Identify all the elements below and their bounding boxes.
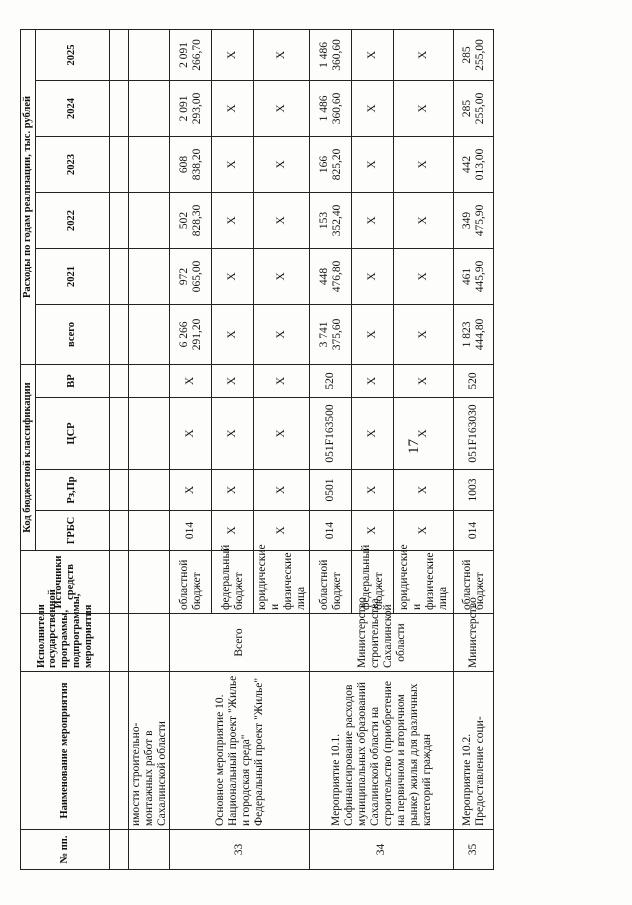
cell-csr: Х xyxy=(212,398,254,470)
cell-total: Х xyxy=(254,304,310,364)
header-sources: Источники средств xyxy=(21,551,110,614)
cell-2023: Х xyxy=(352,136,394,192)
header-grbs: ГРБС xyxy=(35,511,109,551)
header-vr: ВР xyxy=(35,364,109,397)
cell-2024: 1 486 360,60 xyxy=(310,80,352,136)
row-name: Основное мероприятие 10. Национальный проект "Жилье и городская среда" Федеральный проект "Жилье" xyxy=(170,672,310,830)
cell-rzpr: 1003 xyxy=(454,470,494,511)
cell-2021: Х xyxy=(394,248,454,304)
cell-csr: 051F163500 xyxy=(310,398,352,470)
header-expenses: Расходы по годам реализации, тыс. рублей xyxy=(21,29,36,364)
cell-2022: Х xyxy=(254,192,310,248)
cell-2022: Х xyxy=(394,192,454,248)
cell-grbs: Х xyxy=(212,511,254,551)
cell-total: 3 741 375,60 xyxy=(310,304,352,364)
cell-2023: Х xyxy=(394,136,454,192)
continuation-name: имости строительно-монтажных работ в Сахалинской области xyxy=(128,672,170,830)
cell-grbs: 014 xyxy=(310,511,352,551)
row-source: федеральный бюджет xyxy=(212,551,254,614)
cell-vr: Х xyxy=(212,364,254,397)
cell-2025: Х xyxy=(254,29,310,80)
cell-2024: Х xyxy=(254,80,310,136)
rotated-page xyxy=(20,30,605,870)
cell-rzpr: Х xyxy=(352,470,394,511)
row-executor: Министерство строительства Сахалинской области xyxy=(310,614,454,672)
header-budget-code: Код бюджетной классификации xyxy=(21,364,36,550)
header-executors: Исполнители государственной программы, подпрограммы, мероприятия xyxy=(21,614,110,672)
cell-2025: 2 091 266,70 xyxy=(170,29,212,80)
header-csr: ЦСР xyxy=(35,398,109,470)
row-source: юридические и физические лица xyxy=(254,551,310,614)
cell-2023: 608 838,20 xyxy=(170,136,212,192)
cell-vr: Х xyxy=(170,364,212,397)
cell-total: Х xyxy=(352,304,394,364)
cell-2021: 448 476,80 xyxy=(310,248,352,304)
cell-2022: 349 475,90 xyxy=(454,192,494,248)
cell-total: 6 266 291,20 xyxy=(170,304,212,364)
cell-2024: Х xyxy=(212,80,254,136)
cell-csr: Х xyxy=(394,398,454,470)
cell-vr: Х xyxy=(254,364,310,397)
cell-2025: 1 486 360,60 xyxy=(310,29,352,80)
table-row xyxy=(310,29,352,869)
cell-2024: Х xyxy=(352,80,394,136)
page-number: 17 xyxy=(406,439,422,454)
cell-2021: Х xyxy=(352,248,394,304)
cell-rzpr: 0501 xyxy=(310,470,352,511)
cell-2022: Х xyxy=(352,192,394,248)
cell-2025: Х xyxy=(212,29,254,80)
header-year: 2021 xyxy=(35,248,109,304)
header-year: 2023 xyxy=(35,136,109,192)
header-year: 2022 xyxy=(35,192,109,248)
cell-2021: Х xyxy=(254,248,310,304)
cell-grbs: 014 xyxy=(454,511,494,551)
cell-2025: Х xyxy=(352,29,394,80)
cell-rzpr: Х xyxy=(254,470,310,511)
cell-2024: 285 255,00 xyxy=(454,80,494,136)
header-name: Наименование мероприятия xyxy=(21,672,110,830)
expenses-table xyxy=(20,29,494,870)
cell-total: Х xyxy=(212,304,254,364)
cell-grbs: Х xyxy=(394,511,454,551)
cell-2024: 2 091 293,00 xyxy=(170,80,212,136)
row-name: Мероприятие 10.2. Предоставление соци- xyxy=(454,672,494,830)
cell-vr: Х xyxy=(394,364,454,397)
row-num: 35 xyxy=(454,830,494,870)
row-source: областной бюджет xyxy=(454,551,494,614)
cell-2024: Х xyxy=(394,80,454,136)
cell-grbs: Х xyxy=(254,511,310,551)
cell-2022: Х xyxy=(212,192,254,248)
cell-2022: 153 352,40 xyxy=(310,192,352,248)
cell-total: 1 823 444,80 xyxy=(454,304,494,364)
table-row xyxy=(170,29,212,869)
table-row xyxy=(454,29,494,869)
row-source: федеральный бюджет xyxy=(352,551,394,614)
cell-2025: 285 255,00 xyxy=(454,29,494,80)
cell-rzpr: Х xyxy=(212,470,254,511)
cell-2023: Х xyxy=(212,136,254,192)
cell-2021: 461 445,90 xyxy=(454,248,494,304)
cell-grbs: Х xyxy=(352,511,394,551)
row-source: областной бюджет xyxy=(310,551,352,614)
cell-csr: Х xyxy=(352,398,394,470)
cell-vr: 520 xyxy=(310,364,352,397)
row-executor: Министерство xyxy=(454,614,494,672)
row-num: 34 xyxy=(310,830,454,870)
header-year: 2025 xyxy=(35,29,109,80)
cell-2025: Х xyxy=(394,29,454,80)
row-source: юридические и физические лица xyxy=(394,551,454,614)
cell-rzpr: Х xyxy=(394,470,454,511)
header-total: всего xyxy=(35,304,109,364)
cell-csr: Х xyxy=(254,398,310,470)
cell-rzpr: Х xyxy=(170,470,212,511)
cell-2022: 502 828,30 xyxy=(170,192,212,248)
header-year: 2024 xyxy=(35,80,109,136)
cell-total: Х xyxy=(394,304,454,364)
row-source: областной бюджет xyxy=(170,551,212,614)
row-name: Мероприятие 10.1. Софинансирование расходов муниципальных образований Сахалинской области на строительство (приобретение на первичном и вторичном рынке) жилья для различных категорий граждан xyxy=(310,672,454,830)
cell-vr: Х xyxy=(352,364,394,397)
header-rzpr: Рз,Пр xyxy=(35,470,109,511)
cell-vr: 520 xyxy=(454,364,494,397)
cell-2021: Х xyxy=(212,248,254,304)
continuation-row xyxy=(128,29,170,869)
cell-csr: 051F163030 xyxy=(454,398,494,470)
cell-2023: 166 825,20 xyxy=(310,136,352,192)
cell-grbs: 014 xyxy=(170,511,212,551)
cell-2021: 972 065,00 xyxy=(170,248,212,304)
row-num: 33 xyxy=(170,830,310,870)
cell-2023: 442 013,00 xyxy=(454,136,494,192)
cell-csr: Х xyxy=(170,398,212,470)
row-executor: Всего xyxy=(170,614,310,672)
cell-2023: Х xyxy=(254,136,310,192)
header-num: № пп. xyxy=(21,830,110,870)
